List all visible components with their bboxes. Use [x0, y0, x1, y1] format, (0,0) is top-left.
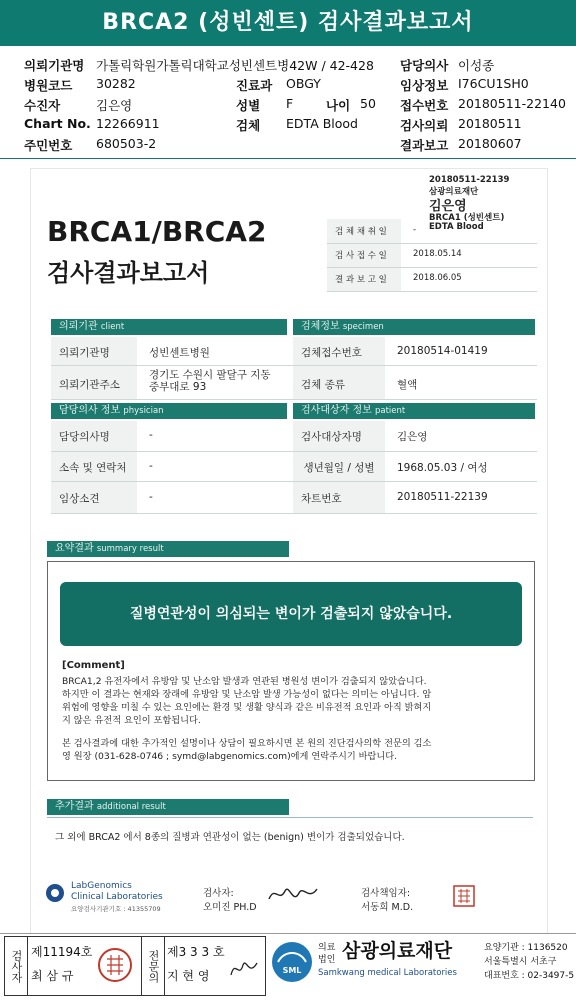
value-specimen: EDTA Blood: [286, 116, 358, 131]
value-hospital-code: 30282: [96, 76, 136, 91]
value-request-date: 20180511: [458, 116, 522, 131]
tester-label: 검사자:: [203, 888, 234, 899]
comment-line: 하지만 이 결과는 현재와 장래에 유방암 및 난소암 발생 가능성이 없다는 의미는 아닙니다. 암: [62, 689, 432, 700]
expert-license-no: 제3 3 3 호: [167, 945, 225, 959]
org-english-name: Samkwang medical Laboratories: [318, 968, 457, 978]
value-chart-no: 12266911: [96, 116, 160, 131]
section-specimen-ko: 검체정보: [301, 321, 340, 332]
section-additional: [47, 799, 289, 815]
contact-line: 본 검사결과에 대한 추가적인 설명이나 상담이 필요하시면 본 원의 진단검사의학 전문의 김소: [62, 738, 432, 749]
org-prefix-2: 법인: [318, 955, 336, 965]
physician-contact-label: 소속 및 연락처: [59, 462, 127, 474]
section-summary-en: summary result: [96, 544, 164, 554]
contact-line: 영 원장 (031-628-0746 ; symd@labgenomics.com)에게 연락주시기 바랍니다.: [62, 751, 398, 762]
report-banner: BRCA2 (성빈센트) 검사결과보고서: [0, 0, 576, 46]
client-address-label: 의뢰기관주소: [59, 379, 120, 391]
tester-seal-icon: [97, 947, 133, 983]
value-sex: F: [286, 96, 294, 111]
expert-vertical-label: 전문의: [141, 937, 165, 995]
tester-license-no: 제11194호: [31, 945, 93, 959]
patient-birth-value: 1968.05.03 / 여성: [397, 462, 488, 474]
value-report-date: 20180607: [458, 136, 522, 151]
report-subtitle: 검사결과보고서: [47, 259, 210, 287]
client-name-value: 성빈센트병원: [149, 347, 210, 359]
comment-line: 지 않은 유전적 요인이 포함됩니다.: [62, 715, 201, 726]
responsible-label: 검사책임자:: [361, 888, 411, 899]
section-summary: [47, 541, 289, 557]
lab-code: 요양검사기관기호 : 41355709: [71, 905, 161, 913]
date-receipt-label: 검 사 접 수 일: [335, 251, 387, 261]
patient-name-value: 김은영: [397, 431, 428, 443]
section-physician: [51, 403, 287, 419]
org-institution-code: 요양기관 : 1136520: [484, 943, 568, 953]
section-client: [51, 319, 287, 335]
responsible-name: 서동희 M.D.: [361, 902, 414, 913]
section-physician-ko: 담당의사 정보: [59, 405, 121, 416]
label-request-date: 검사의뢰: [400, 118, 449, 133]
clinical-findings-value: -: [149, 491, 153, 503]
physician-name-label: 담당의사명: [59, 431, 110, 443]
value-receipt-no: 20180511-22140: [458, 96, 566, 111]
specimen-type-label: 검체 종류: [301, 379, 345, 391]
date-collect-label: 검 체 채 취 일: [335, 227, 387, 237]
section-additional-ko: 추가결과: [55, 801, 94, 812]
label-receipt-no: 접수번호: [400, 98, 449, 113]
sml-logo-text: SML: [282, 966, 302, 975]
section-physician-en: physician: [123, 406, 164, 416]
value-patient: 김은영: [96, 98, 133, 113]
seal-stamp-icon: [453, 885, 475, 907]
sticker-specimen: EDTA Blood: [429, 222, 484, 232]
org-address: 서울특별시 서초구: [484, 957, 557, 967]
section-client-ko: 의뢰기관: [59, 321, 98, 332]
client-name-label: 의뢰기관명: [59, 347, 110, 359]
value-physician: 이성종: [458, 58, 495, 73]
date-report-label: 결 과 보 고 일: [335, 275, 387, 285]
label: 의뢰기관명: [24, 58, 85, 73]
additional-result-text: 그 외에 BRCA2 에서 8종의 질병과 연관성이 없는 (benign) 변이가 검출되었습니다.: [55, 832, 405, 843]
chart-no-label: 차트번호: [301, 493, 342, 505]
date-report-value: 2018.06.05: [413, 273, 462, 283]
lab-subname: Clinical Laboratories: [71, 892, 163, 902]
label-report-date: 결과보고: [400, 138, 449, 153]
field-client-name: [24, 56, 84, 74]
org-prefix-1: 의료: [318, 943, 336, 953]
label-sex: 성별: [236, 98, 261, 113]
value-clinical-info: I76CU1SH0: [458, 76, 529, 91]
bottom-bar: [0, 933, 576, 1001]
value-resident-no: 680503-2: [96, 136, 157, 151]
labgenomics-logo-icon: [45, 883, 65, 903]
section-patient: [293, 403, 535, 419]
sticker-org: 삼광의료재단: [429, 187, 479, 197]
label-patient: 수진자: [24, 98, 61, 113]
section-client-en: client: [100, 322, 125, 332]
label-age: 나이: [326, 98, 351, 113]
org-name: 삼광의료재단: [342, 940, 453, 962]
physician-name-value: -: [149, 429, 153, 441]
clinical-findings-label: 임상소견: [59, 493, 100, 505]
sticker-number: 20180511-22139: [429, 175, 510, 185]
specimen-no-value: 20180514-01419: [397, 345, 488, 357]
section-specimen: [293, 319, 535, 335]
label-resident-no: 주민번호: [24, 138, 73, 153]
patient-birth-label: 생년월일 / 성별: [303, 462, 375, 474]
summary-result-banner: [60, 582, 522, 646]
tester-full-name: 최 삼 규: [31, 969, 74, 983]
scanned-report: [30, 168, 548, 935]
patient-name-label: 검사대상자명: [301, 431, 362, 443]
date-collect-value: -: [413, 225, 417, 235]
section-patient-en: patient: [375, 406, 406, 416]
lab-name: LabGenomics: [71, 881, 132, 891]
section-additional-en: additional result: [96, 802, 166, 812]
tester-signature-icon: [265, 877, 321, 909]
date-receipt-value: 2018.05.14: [413, 249, 462, 259]
expert-full-name: 지 현 영: [167, 969, 210, 983]
tester-vertical-label: 검사자: [5, 937, 28, 995]
section-summary-ko: 요약결과: [55, 543, 94, 554]
sticker-test: BRCA1 (성빈센트): [429, 213, 505, 223]
sticker-name: 김은영: [429, 199, 467, 214]
chart-no-value: 20180511-22139: [397, 491, 488, 503]
label-department: 진료과: [236, 78, 273, 93]
specimen-no-label: 검체접수번호: [301, 347, 362, 359]
comment-line: BRCA1,2 유전자에서 유방암 및 난소암 발생과 연관된 병원성 변이가 검출되지 않았습니다.: [62, 676, 427, 687]
org-phone: 대표번호 : 02-3497-5: [484, 971, 575, 981]
specimen-type-value: 혈액: [397, 379, 418, 391]
label-hospital-code: 병원코드: [24, 78, 73, 93]
sml-logo-icon: [270, 940, 314, 984]
label-physician: 담당의사: [400, 58, 449, 73]
client-address-value: 경기도 수원시 팔달구 지동 중부대로 93: [149, 369, 271, 393]
header-divider: [0, 158, 576, 159]
label-clinical-info: 임상정보: [400, 78, 449, 93]
value-department: OBGY: [286, 76, 321, 91]
summary-box: [47, 561, 535, 781]
summary-result-text: 질병연관성이 의심되는 변이가 검출되지 않았습니다.: [129, 606, 453, 622]
value-client-name: 가톨릭학원가톨릭대학교성빈센트병42W / 42-428: [96, 58, 374, 73]
physician-contact-value: -: [149, 460, 153, 472]
value-age: 50: [360, 96, 376, 111]
expert-signature-icon: [227, 955, 261, 983]
tester-name: 오미진 PH.D: [203, 902, 257, 913]
label-chart-no: Chart No.: [24, 116, 91, 131]
comment-line: 위험에 영향을 미칠 수 있는 요인에는 환경 및 생활 양식과 같은 비유전적 요인과 아직 밝혀지: [62, 702, 432, 713]
report-title: BRCA1/BRCA2: [47, 215, 267, 248]
label-specimen: 검체: [236, 118, 261, 133]
specimen-sticker: [423, 171, 543, 233]
section-specimen-en: specimen: [342, 322, 384, 332]
section-patient-ko: 검사대상자 정보: [301, 405, 372, 416]
comment-title: [Comment]: [62, 660, 125, 671]
tester-block: [4, 936, 266, 996]
